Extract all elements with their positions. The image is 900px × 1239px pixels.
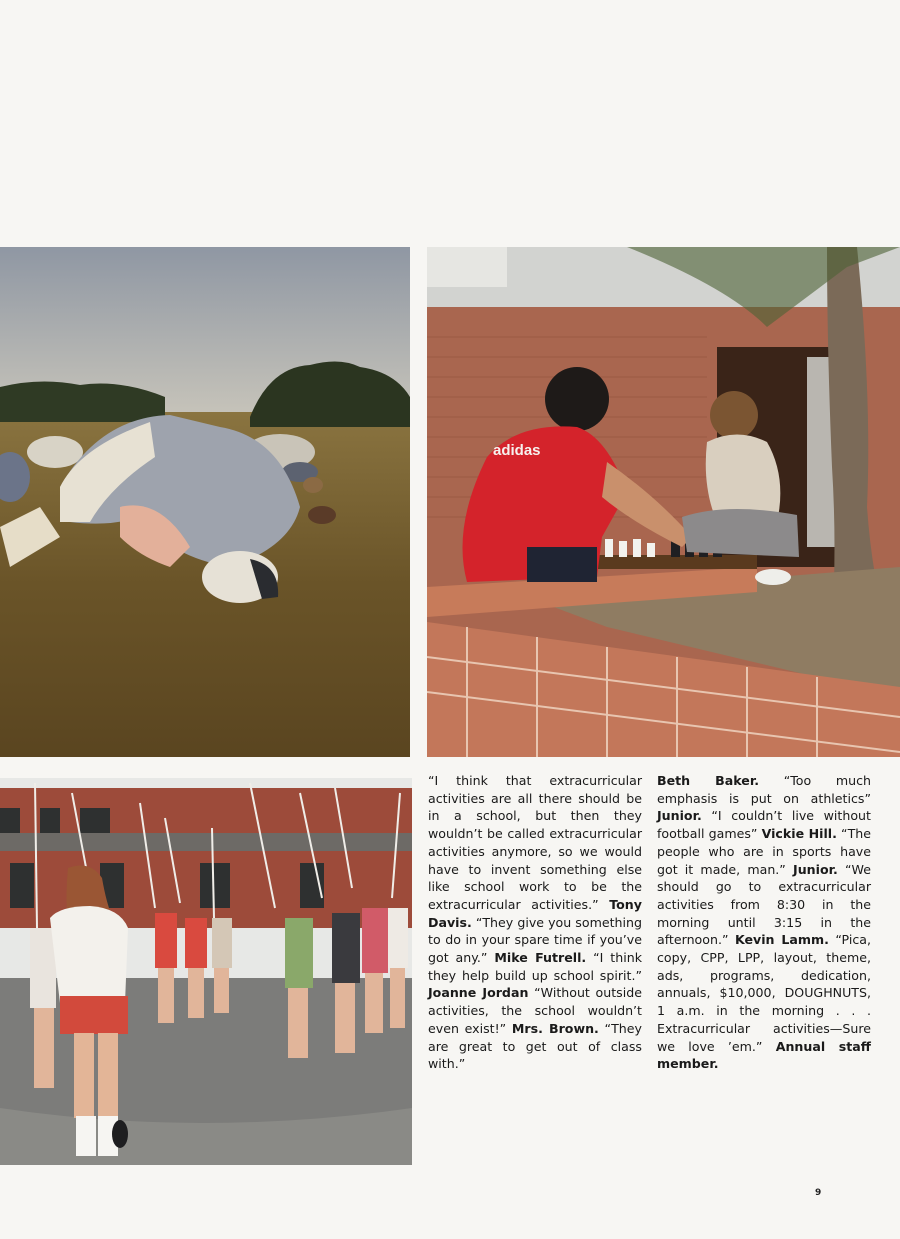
quote-speaker: Vickie Hill. xyxy=(761,826,837,842)
quote-speaker: Junior. xyxy=(793,861,838,877)
quote-text: “Pica, copy, CPP, LPP, layout, theme, ads, programs, dedication, annuals, $10,000, DOUGHNUTS, 1 a.m. in the morning . . . Extracurricular activities—Sure we love ’em.” xyxy=(657,932,871,1054)
quote-text: “Without outside activities, the school wouldn’t even exist!” xyxy=(428,985,642,1036)
quote-text: “They give you something to do in your spare time if you’ve got any.” xyxy=(428,914,642,966)
quote-text: “The people who are in sports have got it made, man.” xyxy=(657,826,871,877)
quote-speaker: Tony Davis. xyxy=(428,896,642,930)
quote-speaker: Kevin Lamm. xyxy=(734,932,829,948)
quote-text: “I think they help build up school spirit.” xyxy=(428,950,642,983)
quote-speaker: Beth Baker. xyxy=(657,773,760,788)
chess-game-photo xyxy=(427,247,900,757)
flag-line-photo xyxy=(0,778,412,1165)
quote-speaker: Annual staff member. xyxy=(657,1038,871,1072)
quote-text: “I couldn’t live without football games” xyxy=(657,808,871,842)
quotes-column-right xyxy=(657,772,871,1073)
quotes-paragraph xyxy=(657,772,871,1073)
quote-text: “Too much emphasis is put on athletics” xyxy=(657,773,871,806)
quote-text: “They are great to get out of class with.” xyxy=(428,1020,642,1072)
quotes-paragraph xyxy=(428,772,642,1073)
adidas-shirt-logo: adidas xyxy=(493,442,541,459)
quote-text: “I think that extracurricular activities are all there should be in a school, but then they wouldn’t be called extracurricular activities anymore, so we would have to invent something else like school work to be the extracurricular activities.” xyxy=(428,773,642,912)
quote-speaker: Mrs. Brown. xyxy=(511,1020,599,1036)
quote-text: “We should go to extracurricular activities from 8:30 in the morning until 3:15 in the afternoon.” xyxy=(657,861,871,948)
football-practice-photo xyxy=(0,247,410,757)
quote-speaker: Joanne Jordan xyxy=(428,985,529,1001)
quotes-column-left xyxy=(428,772,642,1073)
quote-speaker: Mike Futrell. xyxy=(494,950,587,966)
quote-speaker: Junior. xyxy=(657,808,702,824)
page-number: 9 xyxy=(815,1188,822,1198)
